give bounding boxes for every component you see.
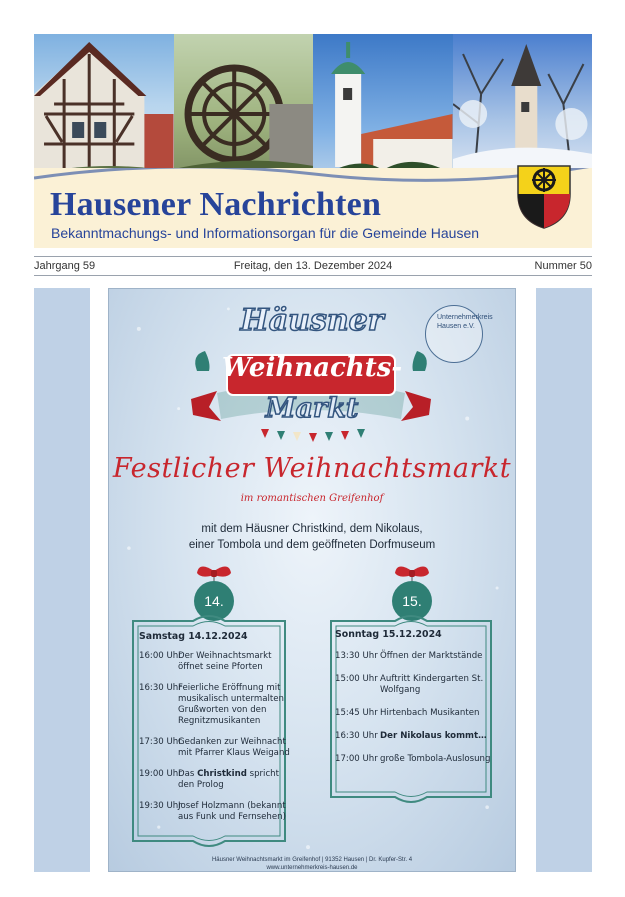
schedule-row xyxy=(139,737,295,759)
issue-number: Nummer 50 xyxy=(534,260,592,272)
day-2-schedule xyxy=(335,651,501,777)
schedule-time: 17:00 Uhr xyxy=(335,754,378,764)
schedule-row xyxy=(335,708,501,719)
schedule-text: Öffnen der Marktstände xyxy=(380,651,483,661)
schedule-row xyxy=(139,769,295,791)
intro-line-2: einer Tombola und dem geöffneten Dorfmuseum xyxy=(188,539,436,551)
schedule-text: Gedanken zur Weihnacht mit Pfarrer Klaus Weigand xyxy=(178,737,290,758)
schedule-time: 19:30 Uhr xyxy=(139,801,182,811)
schedule-row xyxy=(335,731,501,742)
poster-banner-word: Weihnachts- xyxy=(221,353,403,383)
schedule-text: Der Weihnachtsmarkt öffnet seine Pforten xyxy=(178,651,272,672)
poster-intro xyxy=(109,521,515,553)
day-1-number: 14. xyxy=(204,593,224,609)
schedule-time: 15:45 Uhr xyxy=(335,708,378,718)
poster-footer-address: Häusner Weihnachtsmarkt im Greifenhof | 91352 Hausen | Dr. Kupfer-Str. 4 xyxy=(211,857,413,863)
poster-footer-url: www.unternehmerkreis-hausen.de xyxy=(266,865,358,871)
poster-subline: im romantischen Greifenhof xyxy=(240,493,384,504)
poster-title-bottom: Markt xyxy=(265,393,359,424)
day-2-number: 15. xyxy=(402,593,422,609)
poster-footer xyxy=(109,856,515,872)
schedule-time: 19:00 Uhr xyxy=(139,769,182,779)
schedule-time: 16:30 Uhr xyxy=(139,683,182,693)
schedule-text-pre: Das xyxy=(178,769,198,779)
issue-date: Freitag, den 13. Dezember 2024 xyxy=(233,260,393,272)
newspaper-subtitle: Bekanntmachungs- und Informationsorgan für die Gemeinde Hausen xyxy=(51,225,480,241)
schedule-time: 17:30 Uhr xyxy=(139,737,182,747)
schedule-text: große Tombola-Auslosung xyxy=(380,754,491,764)
newspaper-title: Hausener Nachrichten xyxy=(50,186,382,223)
volume-label: Jahrgang 59 xyxy=(34,260,96,272)
schedule-row xyxy=(139,801,295,823)
intro-line-1: mit dem Häusner Christkind, dem Nikolaus, xyxy=(201,523,423,535)
schedule-text: Hirtenbach Musikanten xyxy=(380,708,480,718)
schedule-text: Auftritt Kindergarten St. Wolfgang xyxy=(380,674,484,695)
schedule-time: 13:30 Uhr xyxy=(335,651,378,661)
schedule-text: Feierliche Eröffnung mit musikalisch untermalten Grußworten von den Regnitzmusikanten xyxy=(178,683,284,726)
right-decor-bar xyxy=(536,288,592,872)
poster-headline: Festlicher Weihnachtsmarkt xyxy=(112,453,512,484)
schedule-row xyxy=(335,651,501,662)
municipal-coat-of-arms-icon xyxy=(516,164,572,230)
schedule-row xyxy=(139,651,295,673)
masthead-title-band xyxy=(34,168,592,248)
christmas-market-poster xyxy=(108,288,516,872)
day-2-heading: Sonntag 15.12.2024 xyxy=(335,629,442,640)
schedule-text-bold: Christkind xyxy=(197,769,247,779)
day-1-heading: Samstag 14.12.2024 xyxy=(139,631,248,642)
day-1-schedule xyxy=(139,651,295,833)
schedule-text: Josef Holzmann (bekannt aus Funk und Fernsehen) xyxy=(178,801,286,822)
schedule-time: 16:00 Uhr xyxy=(139,651,182,661)
schedule-row xyxy=(335,754,501,765)
schedule-time: 15:00 Uhr xyxy=(335,674,378,684)
schedule-row xyxy=(139,683,295,727)
left-decor-bar xyxy=(34,288,90,872)
schedule-row xyxy=(335,674,501,696)
schedule-time: 16:30 Uhr xyxy=(335,731,378,741)
organizer-name: Unternehmerkreis Hausen e.V. xyxy=(437,314,493,330)
issue-info-bar xyxy=(34,256,592,276)
schedule-text: Der Nikolaus kommt… xyxy=(380,731,487,741)
poster-title-top: Häusner xyxy=(240,303,384,338)
schedule-text-post: spricht den Prolog xyxy=(178,769,279,790)
